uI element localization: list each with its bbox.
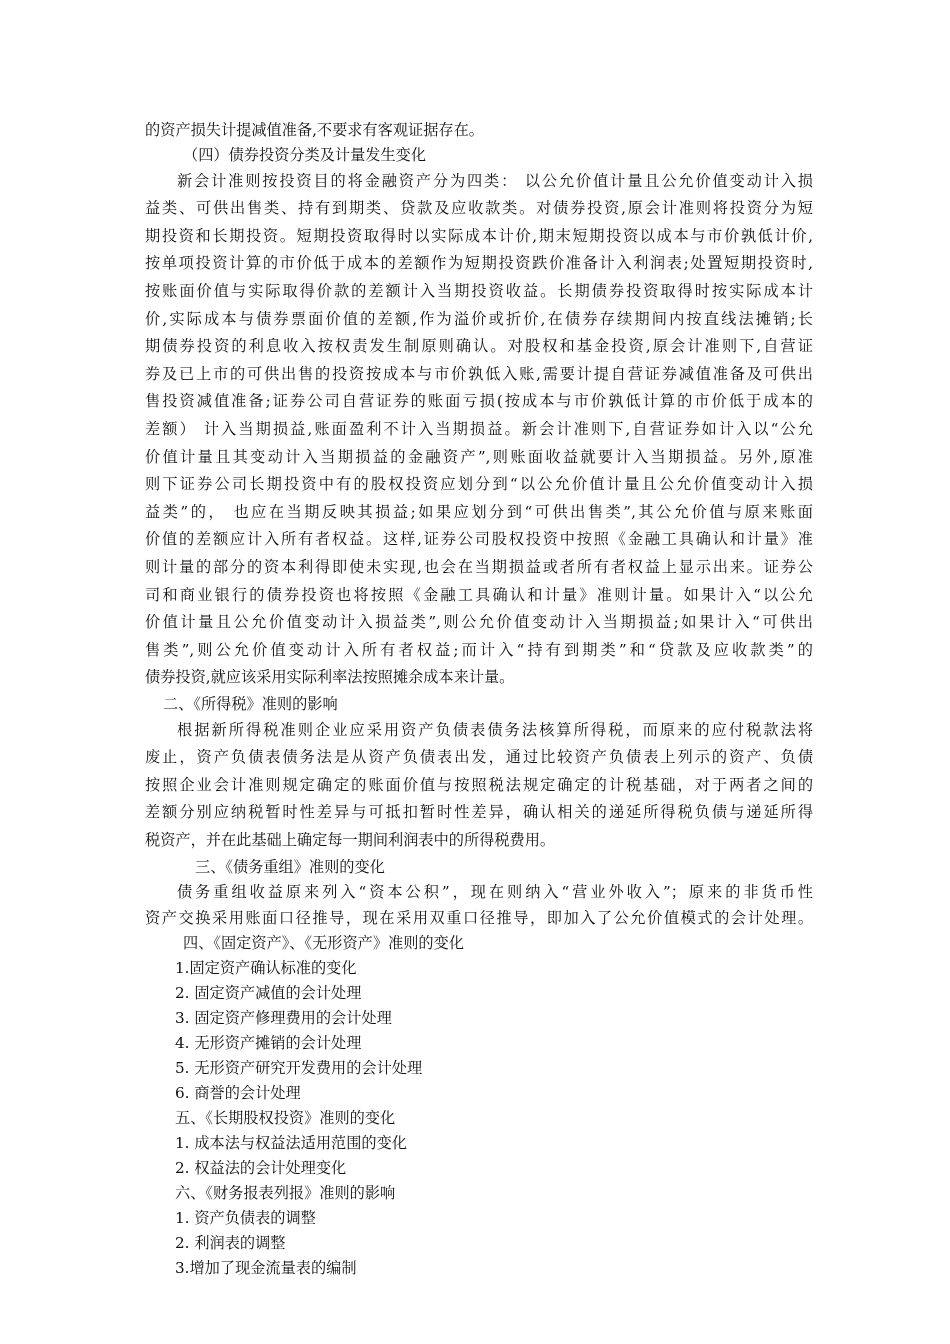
list-financial-statements [145, 1206, 813, 1281]
paragraph-line: 债务重组收益原来列入“资本公积”，现在则纳入“营业外收入”；原来的非货币性 [177, 883, 813, 902]
paragraph-line: 价值计量且公允价值变动计入损益类”,则公允价值变动计入当期损益;如果计入“可供出 [145, 613, 813, 632]
list-item: 5. 无形资产研究开发费用的会计处理 [175, 1059, 423, 1078]
paragraph-line: 差额） 计入当期损益,账面盈利不计入当期损益。新会计准则下,自营证券如计入以“公允 [145, 419, 813, 438]
list-item: 6. 商誉的会计处理 [175, 1084, 301, 1103]
section-heading-debt-restructuring: 三、《债务重组》准则的变化 [195, 857, 385, 876]
paragraph-line: 期债券投资的利息收入按权责发生制原则确认。对股权和基金投资,原会计准则下,自营证 [145, 337, 813, 356]
list-fixed-intangible-assets [145, 956, 813, 1106]
section-heading-long-term-equity: 五、《长期股权投资》准则的变化 [175, 1109, 396, 1128]
paragraph-line: 新会计准则按投资目的将金融资产分为四类： 以公允价值计量且公允价值变动计入损 [177, 171, 813, 190]
list-item: 3. 固定资产修理费用的会计处理 [175, 1009, 392, 1028]
paragraph-line: 按照企业会计准则规定确定的账面价值与按照税法规定确定的计税基础，对于两者之间的 [145, 775, 813, 794]
intro-line: 的资产损失计提减值准备,不要求有客观证据存在。 [145, 121, 484, 139]
paragraph-line: 根据新所得税准则企业应采用资产负债表债务法核算所得税，而原来的应付税款法将 [177, 720, 813, 739]
list-item: 1. 资产负债表的调整 [175, 1208, 316, 1227]
list-item: 4. 无形资产摊销的会计处理 [175, 1034, 362, 1053]
paragraph-debt-restructuring [145, 879, 813, 931]
paragraph-line: 价值计量且其变动计入当期损益的金融资产”,则账面收益就要计入当期损益。另外,原准 [145, 447, 813, 466]
list-item: 2. 固定资产减值的会计处理 [175, 984, 362, 1003]
list-long-term-equity [145, 1131, 813, 1181]
paragraph-line: 价值的差额应计入所有者权益。这样,证券公司股权投资中按照《金融工具确认和计量》准 [145, 530, 813, 549]
paragraph-line: 益类、可供出售类、持有到期类、贷款及应收款类。对债券投资,原会计准则将投资分为短 [145, 199, 813, 218]
paragraph-line: 价,实际成本与债券票面价值的差额,作为溢价或折价,在债券存续期间内按直线法摊销;长 [145, 309, 813, 328]
paragraph-line: 益类”的， 也应在当期反映其损益;如果应划分到“可供出售类”,其公允价值与原来账面 [145, 502, 813, 521]
paragraph-line: 税资产，并在此基础上确定每一期间利润表中的所得税费用。 [145, 831, 556, 850]
paragraph-line: 资产交换采用账面口径推导，现在采用双重口径推导，即加入了公允价值模式的会计处理。 [145, 909, 813, 928]
paragraph-line: 废止，资产负债表债务法是从资产负债表出发，通过比较资产负债表上列示的资产、负债 [145, 748, 813, 767]
paragraph-line: 司和商业银行的债券投资也将按照《金融工具确认和计量》准则计量。如果计入“以公允 [145, 585, 813, 604]
paragraph-line: 则计量的部分的资本利得即使未实现,也会在当期损益或者所有者权益上显示出来。证券公 [145, 557, 813, 576]
paragraph-line: 售类”,则公允价值变动计入所有者权益;而计入“持有到期类”和“贷款及应收款类”的 [145, 640, 813, 659]
paragraph-line: 售投资减值准备;证券公司自营证券的账面亏损(按成本与市价孰低计算的市价低于成本的 [145, 392, 813, 411]
paragraph-line: 差额分别应纳税暂时性差异与可抵扣暂时性差异，确认相关的递延所得税负债与递延所得 [145, 803, 813, 822]
list-item: 1. 成本法与权益法适用范围的变化 [175, 1134, 407, 1153]
paragraph-line: 按账面价值与实际取得价款的差额计入当期投资收益。长期债券投资取得时按实际成本计 [145, 281, 813, 300]
sub-heading-bond-investment: （四）债券投资分类及计量发生变化 [183, 145, 426, 164]
section-heading-income-tax: 二、《所得税》准则的影响 [163, 694, 338, 713]
paragraph-line: 券及已上市的可供出售的投资按成本与市价孰低入账,需要计提自营证券减值准备及可供出 [145, 364, 813, 383]
list-item: 2. 权益法的会计处理变化 [175, 1159, 347, 1178]
paragraph-line: 期投资和长期投资。短期投资取得时以实际成本计价,期末短期投资以成本与市价孰低计价, [145, 226, 813, 245]
paragraph-bond-investment [145, 168, 813, 692]
paragraph-line: 按单项投资计算的市价低于成本的差额作为短期投资跌价准备计入利润表;处置短期投资时, [145, 254, 813, 273]
list-item: 2. 利润表的调整 [175, 1233, 286, 1252]
list-item: 3.增加了现金流量表的编制 [175, 1258, 357, 1277]
paragraph-line: 则下证券公司长期投资中有的股权投资应划分到“以公允价值计量且公允价值变动计入损 [145, 475, 813, 494]
paragraph-line: 债券投资,就应该采用实际利率法按照摊余成本来计量。 [145, 668, 515, 687]
document-page [145, 118, 813, 1281]
section-heading-fixed-intangible-assets: 四、《固定资产》、《无形资产》准则的变化 [183, 934, 464, 953]
section-heading-financial-statements: 六、《财务报表列报》准则的影响 [175, 1184, 396, 1203]
paragraph-income-tax [145, 717, 813, 855]
list-item: 1.固定资产确认标准的变化 [175, 959, 357, 978]
